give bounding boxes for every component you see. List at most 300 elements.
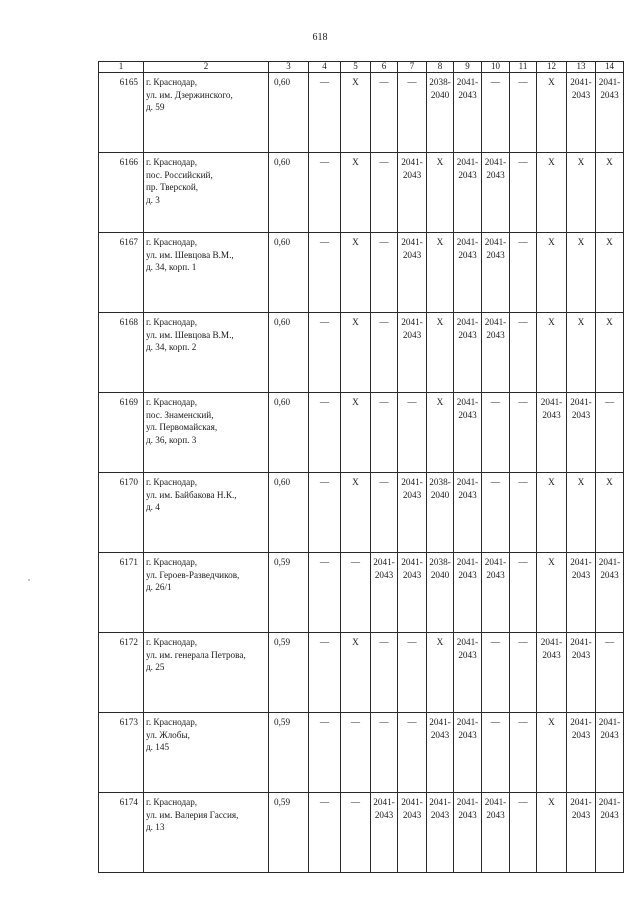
period-value: — <box>518 157 528 167</box>
period-value: — <box>350 797 361 807</box>
period-value: — <box>518 397 528 407</box>
address-line: г. Краснодар, <box>146 797 198 807</box>
row-number: 6170 <box>99 473 144 553</box>
period-value: — <box>319 637 330 647</box>
period-value: 2041-2043 <box>484 317 507 340</box>
period-value: X <box>352 77 359 87</box>
value-cell: 0,60 <box>269 233 309 313</box>
column-number-1: 1 <box>99 62 144 73</box>
period-cell-col-7 <box>398 553 427 633</box>
table-row <box>99 633 624 713</box>
period-cell-col-6 <box>371 73 398 153</box>
period-value: X <box>436 237 444 247</box>
period-cell-col-10 <box>482 73 510 153</box>
period-value: 2041-2043 <box>401 797 423 820</box>
period-value: — <box>407 77 417 87</box>
period-cell-col-14 <box>596 73 624 153</box>
period-cell-col-12 <box>537 233 567 313</box>
period-cell-col-14 <box>596 793 624 873</box>
period-value: — <box>379 237 389 247</box>
address-line: ул. Героев-Разведчиков, <box>146 569 240 580</box>
period-cell-col-4 <box>309 793 341 873</box>
period-cell-col-11 <box>510 473 537 553</box>
period-cell-col-13 <box>567 153 596 233</box>
table-row <box>99 153 624 233</box>
period-value: X <box>577 237 585 247</box>
period-cell-col-9 <box>454 313 482 393</box>
period-value: 2041-2043 <box>598 77 621 100</box>
period-value: — <box>319 77 330 87</box>
period-value: X <box>548 717 555 727</box>
period-cell-col-9 <box>454 713 482 793</box>
period-value: — <box>518 477 528 487</box>
address-line: пр. Тверской, <box>146 182 199 192</box>
address-line: д. 25 <box>146 662 165 672</box>
period-value: 2041-2043 <box>598 557 621 580</box>
period-cell-col-6 <box>371 713 398 793</box>
address-line: г. Краснодар, <box>146 557 198 567</box>
period-cell-col-8 <box>427 393 454 473</box>
address-line: д. 3 <box>146 194 160 205</box>
period-cell-col-13 <box>567 633 596 713</box>
period-cell-col-12 <box>537 633 567 713</box>
period-cell-col-5 <box>341 793 371 873</box>
period-value: X <box>352 637 359 647</box>
period-value: 2041-2043 <box>598 797 621 820</box>
address-cell <box>144 633 269 713</box>
period-cell-col-5 <box>341 73 371 153</box>
period-value: 2041-2043 <box>570 717 592 740</box>
period-cell-col-5 <box>341 553 371 633</box>
period-value: 2041-2043 <box>429 797 451 820</box>
table-row <box>99 473 624 553</box>
table-row <box>99 553 624 633</box>
column-number-7: 7 <box>398 62 427 73</box>
period-value: — <box>518 637 528 647</box>
address-line: д. 145 <box>146 742 170 752</box>
period-cell-col-11 <box>510 633 537 713</box>
period-value: — <box>518 557 528 567</box>
period-value: X <box>548 157 555 167</box>
period-cell-col-5 <box>341 633 371 713</box>
value-cell: 0,59 <box>269 793 309 873</box>
address-line: ул. Жлобы, <box>146 729 190 740</box>
period-value: X <box>577 477 585 487</box>
period-value: 2041-2043 <box>456 317 479 340</box>
period-value: — <box>518 317 528 327</box>
period-value: 2041-2043 <box>456 157 479 180</box>
period-value: X <box>606 237 613 247</box>
period-cell-col-6 <box>371 553 398 633</box>
scan-mark: , <box>28 573 30 582</box>
address-line: г. Краснодар, <box>146 237 198 247</box>
column-number-8: 8 <box>427 62 454 73</box>
address-line: д. 13 <box>146 822 165 832</box>
value-cell: 0,60 <box>269 153 309 233</box>
address-line: д. 34, корп. 1 <box>146 262 197 272</box>
period-value: — <box>407 637 417 647</box>
period-cell-col-10 <box>482 473 510 553</box>
value-cell: 0,59 <box>269 553 309 633</box>
period-cell-col-10 <box>482 393 510 473</box>
period-cell-col-14 <box>596 153 624 233</box>
period-cell-col-12 <box>537 313 567 393</box>
period-value: 2038-2040 <box>429 477 451 500</box>
period-value: — <box>490 637 501 647</box>
period-cell-col-12 <box>537 73 567 153</box>
period-value: 2041-2043 <box>570 557 592 580</box>
period-value: 2041-2043 <box>456 77 479 100</box>
row-number: 6173 <box>99 713 144 793</box>
table-row <box>99 713 624 793</box>
period-value: — <box>379 477 389 487</box>
period-cell-col-14 <box>596 633 624 713</box>
period-value: X <box>436 397 444 407</box>
period-cell-col-4 <box>309 553 341 633</box>
column-number-row <box>99 62 624 73</box>
period-value: — <box>604 397 615 407</box>
column-number-4: 4 <box>309 62 341 73</box>
address-line: д. 36, корп. 3 <box>146 434 197 445</box>
period-value: 2041-2043 <box>456 797 479 820</box>
period-cell-col-13 <box>567 473 596 553</box>
period-cell-col-12 <box>537 393 567 473</box>
period-value: — <box>350 557 361 567</box>
row-number: 6165 <box>99 73 144 153</box>
period-value: 2041-2043 <box>429 717 451 740</box>
period-cell-col-11 <box>510 393 537 473</box>
period-cell-col-9 <box>454 553 482 633</box>
period-cell-col-4 <box>309 73 341 153</box>
period-cell-col-5 <box>341 713 371 793</box>
period-cell-col-8 <box>427 793 454 873</box>
period-value: 2041-2043 <box>484 157 507 180</box>
period-cell-col-4 <box>309 313 341 393</box>
address-cell <box>144 153 269 233</box>
period-cell-col-14 <box>596 553 624 633</box>
column-number-3: 3 <box>269 62 309 73</box>
address-line: пос. Российский, <box>146 169 213 180</box>
period-value: — <box>518 717 528 727</box>
period-value: — <box>319 717 330 727</box>
period-cell-col-8 <box>427 233 454 313</box>
period-value: 2041-2043 <box>484 797 507 820</box>
address-line: д. 4 <box>146 502 160 512</box>
address-line: г. Краснодар, <box>146 317 198 327</box>
period-value: 2041-2043 <box>570 77 592 100</box>
period-value: X <box>436 157 444 167</box>
period-cell-col-13 <box>567 233 596 313</box>
period-cell-col-14 <box>596 713 624 793</box>
address-line: д. 34, корп. 2 <box>146 342 197 352</box>
period-cell-col-5 <box>341 153 371 233</box>
period-cell-col-4 <box>309 153 341 233</box>
period-cell-col-4 <box>309 233 341 313</box>
period-cell-col-8 <box>427 633 454 713</box>
period-value: 2041-2043 <box>456 237 479 260</box>
row-number: 6169 <box>99 393 144 473</box>
period-value: — <box>319 477 330 487</box>
period-cell-col-10 <box>482 233 510 313</box>
period-cell-col-7 <box>398 793 427 873</box>
period-value: — <box>379 77 389 87</box>
period-cell-col-7 <box>398 633 427 713</box>
period-cell-col-14 <box>596 233 624 313</box>
period-cell-col-10 <box>482 153 510 233</box>
period-value: — <box>350 717 361 727</box>
table-row <box>99 313 624 393</box>
period-cell-col-7 <box>398 73 427 153</box>
address-line: г. Краснодар, <box>146 477 198 487</box>
period-value: X <box>548 557 555 567</box>
address-line: г. Краснодар, <box>146 77 198 87</box>
period-value: — <box>490 397 501 407</box>
row-number: 6172 <box>99 633 144 713</box>
page-number: 618 <box>312 32 328 43</box>
value-cell: 0,60 <box>269 313 309 393</box>
period-cell-col-5 <box>341 313 371 393</box>
table-body <box>99 73 624 873</box>
period-cell-col-11 <box>510 553 537 633</box>
period-cell-col-7 <box>398 393 427 473</box>
period-cell-col-7 <box>398 473 427 553</box>
period-cell-col-13 <box>567 73 596 153</box>
period-value: — <box>518 237 528 247</box>
period-value: 2041-2043 <box>401 157 423 180</box>
value-cell: 0,60 <box>269 473 309 553</box>
period-cell-col-9 <box>454 393 482 473</box>
period-cell-col-9 <box>454 73 482 153</box>
period-cell-col-10 <box>482 553 510 633</box>
column-number-2: 2 <box>144 62 269 73</box>
period-value: 2041-2043 <box>456 477 479 500</box>
period-cell-col-9 <box>454 233 482 313</box>
period-value: — <box>319 397 330 407</box>
period-value: 2038-2040 <box>429 557 451 580</box>
column-number-11: 11 <box>510 62 537 73</box>
period-cell-col-10 <box>482 793 510 873</box>
period-cell-col-8 <box>427 553 454 633</box>
period-value: 2041-2043 <box>540 637 563 660</box>
address-line: ул. им. Дзержинского, <box>146 89 233 100</box>
period-cell-col-6 <box>371 473 398 553</box>
period-cell-col-4 <box>309 393 341 473</box>
period-value: — <box>379 317 389 327</box>
period-value: 2038-2040 <box>429 77 451 100</box>
address-cell <box>144 73 269 153</box>
period-value: X <box>606 157 613 167</box>
period-value: 2041-2043 <box>456 637 479 660</box>
period-value: X <box>548 797 555 807</box>
period-cell-col-8 <box>427 713 454 793</box>
period-value: X <box>548 317 555 327</box>
column-number-10: 10 <box>482 62 510 73</box>
period-cell-col-6 <box>371 153 398 233</box>
period-value: X <box>548 77 555 87</box>
table-row <box>99 793 624 873</box>
period-value: X <box>606 477 613 487</box>
address-line: ул. им. Байбакова Н.К., <box>146 489 237 500</box>
period-cell-col-8 <box>427 153 454 233</box>
period-value: — <box>319 157 330 167</box>
period-cell-col-14 <box>596 393 624 473</box>
period-value: X <box>436 317 444 327</box>
period-value: 2041-2043 <box>484 557 507 580</box>
period-value: 2041-2043 <box>570 397 592 420</box>
period-cell-col-9 <box>454 793 482 873</box>
address-cell <box>144 553 269 633</box>
period-cell-col-5 <box>341 233 371 313</box>
period-value: X <box>436 637 444 647</box>
period-value: — <box>379 157 389 167</box>
period-cell-col-7 <box>398 713 427 793</box>
period-value: — <box>490 77 501 87</box>
period-value: — <box>379 717 389 727</box>
address-cell <box>144 233 269 313</box>
row-number: 6166 <box>99 153 144 233</box>
period-value: 2041-2043 <box>401 237 423 260</box>
table-row <box>99 233 624 313</box>
address-line: г. Краснодар, <box>146 717 198 727</box>
period-value: 2041-2043 <box>373 557 395 580</box>
period-value: X <box>606 317 613 327</box>
address-cell <box>144 713 269 793</box>
address-line: д. 59 <box>146 102 165 112</box>
period-cell-col-9 <box>454 473 482 553</box>
value-cell: 0,60 <box>269 393 309 473</box>
period-cell-col-11 <box>510 793 537 873</box>
period-value: X <box>352 477 359 487</box>
period-cell-col-10 <box>482 713 510 793</box>
row-number: 6168 <box>99 313 144 393</box>
period-cell-col-5 <box>341 393 371 473</box>
period-cell-col-6 <box>371 633 398 713</box>
period-cell-col-6 <box>371 793 398 873</box>
period-value: — <box>319 317 330 327</box>
table-row <box>99 73 624 153</box>
value-cell: 0,60 <box>269 73 309 153</box>
period-cell-col-13 <box>567 713 596 793</box>
column-number-9: 9 <box>454 62 482 73</box>
address-line: ул. им. Шевцова В.М., <box>146 249 234 260</box>
period-value: 2041-2043 <box>540 397 563 420</box>
period-value: — <box>490 477 501 487</box>
period-cell-col-12 <box>537 473 567 553</box>
address-cell <box>144 793 269 873</box>
period-value: 2041-2043 <box>401 477 423 500</box>
period-value: 2041-2043 <box>373 797 395 820</box>
address-cell <box>144 393 269 473</box>
column-number-12: 12 <box>537 62 567 73</box>
period-cell-col-9 <box>454 633 482 713</box>
row-number: 6174 <box>99 793 144 873</box>
period-value: — <box>379 397 389 407</box>
period-cell-col-4 <box>309 633 341 713</box>
period-value: X <box>352 317 359 327</box>
address-line: пос. Знаменский, <box>146 409 214 420</box>
address-line: г. Краснодар, <box>146 637 198 647</box>
period-value: X <box>577 157 585 167</box>
period-value: — <box>407 717 417 727</box>
period-cell-col-10 <box>482 313 510 393</box>
period-cell-col-13 <box>567 793 596 873</box>
period-value: X <box>352 237 359 247</box>
period-cell-col-8 <box>427 313 454 393</box>
housing-repair-table <box>98 61 624 873</box>
row-number: 6171 <box>99 553 144 633</box>
period-cell-col-5 <box>341 473 371 553</box>
period-value: X <box>352 157 359 167</box>
period-cell-col-8 <box>427 473 454 553</box>
period-cell-col-13 <box>567 393 596 473</box>
period-cell-col-6 <box>371 233 398 313</box>
column-number-14: 14 <box>596 62 624 73</box>
period-value: — <box>490 717 501 727</box>
period-cell-col-14 <box>596 473 624 553</box>
period-cell-col-11 <box>510 313 537 393</box>
period-cell-col-11 <box>510 713 537 793</box>
table-row <box>99 393 624 473</box>
period-value: 2041-2043 <box>401 557 423 580</box>
period-value: — <box>379 637 389 647</box>
period-cell-col-7 <box>398 313 427 393</box>
address-line: г. Краснодар, <box>146 397 198 407</box>
period-value: 2041-2043 <box>456 557 479 580</box>
period-value: — <box>319 557 330 567</box>
address-line: ул. Первомайская, <box>146 422 218 432</box>
address-line: д. 26/1 <box>146 582 172 592</box>
address-cell <box>144 313 269 393</box>
period-cell-col-12 <box>537 793 567 873</box>
period-value: — <box>407 397 417 407</box>
period-value: X <box>548 237 555 247</box>
period-value: 2041-2043 <box>484 237 507 260</box>
period-value: X <box>577 317 585 327</box>
period-value: — <box>518 77 528 87</box>
period-cell-col-4 <box>309 473 341 553</box>
period-value: 2041-2043 <box>570 637 592 660</box>
period-value: X <box>548 477 555 487</box>
address-cell <box>144 473 269 553</box>
period-cell-col-8 <box>427 73 454 153</box>
address-line: ул. им. Шевцова В.М., <box>146 329 234 340</box>
period-cell-col-11 <box>510 73 537 153</box>
period-cell-col-11 <box>510 153 537 233</box>
period-value: — <box>518 797 528 807</box>
period-value: 2041-2043 <box>456 397 479 420</box>
column-number-13: 13 <box>567 62 596 73</box>
housing-repair-table-wrapper <box>98 61 624 873</box>
period-value: 2041-2043 <box>456 717 479 740</box>
period-cell-col-12 <box>537 713 567 793</box>
value-cell: 0,59 <box>269 633 309 713</box>
address-line: г. Краснодар, <box>146 157 198 167</box>
value-cell: 0,59 <box>269 713 309 793</box>
period-value: — <box>319 237 330 247</box>
period-cell-col-12 <box>537 153 567 233</box>
period-value: — <box>604 637 615 647</box>
period-value: X <box>352 397 359 407</box>
period-cell-col-9 <box>454 153 482 233</box>
period-cell-col-11 <box>510 233 537 313</box>
period-cell-col-7 <box>398 233 427 313</box>
period-value: 2041-2043 <box>570 797 592 820</box>
period-cell-col-7 <box>398 153 427 233</box>
period-value: 2041-2043 <box>401 317 423 340</box>
period-cell-col-12 <box>537 553 567 633</box>
address-line: ул. им. генерала Петрова, <box>146 649 246 660</box>
column-number-5: 5 <box>341 62 371 73</box>
